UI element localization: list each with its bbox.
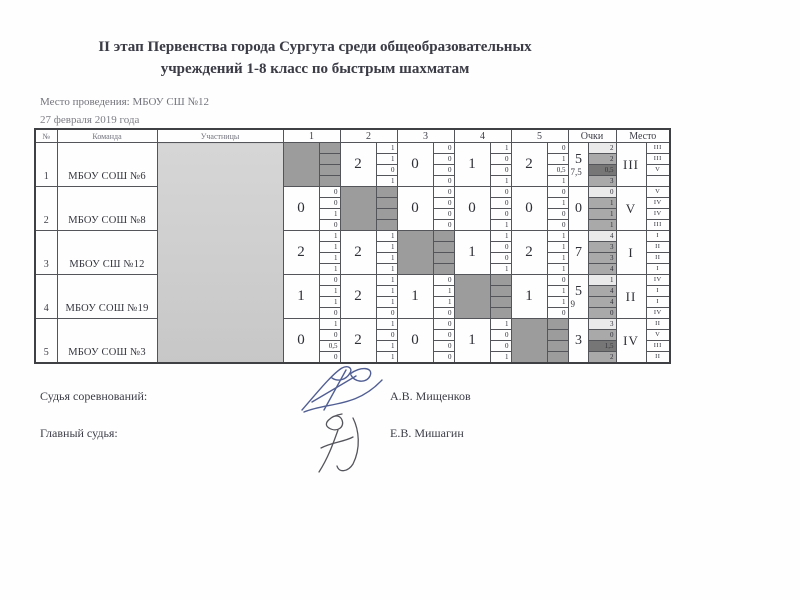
diagonal-board-cell bbox=[490, 308, 511, 319]
board-result: 0 bbox=[490, 330, 511, 341]
header-num: № bbox=[35, 129, 57, 143]
title-line-2: учреждений 1-8 класс по быстрым шахматам bbox=[160, 61, 470, 77]
board-result: 1 bbox=[433, 297, 454, 308]
board-place: V bbox=[646, 187, 670, 198]
board-result: 0 bbox=[376, 165, 397, 176]
round-match-score: 1 bbox=[397, 275, 433, 319]
points-game-total: 7,5 bbox=[570, 167, 582, 177]
points-match-total: 7 bbox=[575, 245, 582, 260]
board-result: 0 bbox=[433, 330, 454, 341]
diagonal-board-cell bbox=[376, 220, 397, 231]
board-place: III bbox=[646, 143, 670, 154]
board-result: 0 bbox=[490, 242, 511, 253]
board-result: 1 bbox=[547, 253, 568, 264]
document-title bbox=[40, 36, 590, 80]
board-place: I bbox=[646, 286, 670, 297]
board-result: 1 bbox=[319, 231, 340, 242]
header-points: Очки bbox=[568, 129, 616, 143]
board-result: 1 bbox=[490, 143, 511, 154]
board-result: 0 bbox=[433, 209, 454, 220]
board-result: 1 bbox=[376, 286, 397, 297]
board-result: 1 bbox=[376, 297, 397, 308]
chief-judge-name: Е.В. Мишагин bbox=[390, 426, 464, 440]
date-line: 27 февраля 2019 года bbox=[40, 114, 140, 126]
board-result: 0 bbox=[547, 220, 568, 231]
round-match-score: 1 bbox=[283, 275, 319, 319]
diagonal-cell bbox=[397, 231, 433, 275]
points-board-total: 1,5 bbox=[588, 341, 616, 352]
board-result: 1 bbox=[490, 231, 511, 242]
board-result: 1 bbox=[319, 242, 340, 253]
diagonal-board-cell bbox=[547, 319, 568, 330]
board-result: 1 bbox=[490, 352, 511, 364]
points-match-total: 5 bbox=[575, 152, 582, 167]
board-result: 0,5 bbox=[319, 341, 340, 352]
board-result: 1 bbox=[376, 143, 397, 154]
points-match-total: 3 bbox=[575, 333, 582, 348]
team-place: III bbox=[616, 143, 646, 187]
board-result: 1 bbox=[490, 176, 511, 187]
diagonal-board-cell bbox=[433, 253, 454, 264]
team-row-2-board-1 bbox=[35, 187, 670, 198]
team-name: МБОУ СОШ №19 bbox=[57, 275, 157, 319]
board-result: 1 bbox=[376, 341, 397, 352]
board-result: 0 bbox=[433, 341, 454, 352]
points-board-total: 0 bbox=[588, 308, 616, 319]
team-place: I bbox=[616, 231, 646, 275]
board-result: 1 bbox=[547, 176, 568, 187]
board-result: 0 bbox=[319, 187, 340, 198]
board-result: 0 bbox=[433, 187, 454, 198]
header-row bbox=[35, 129, 670, 143]
board-result: 1 bbox=[376, 352, 397, 364]
points-board-total: 4 bbox=[588, 264, 616, 275]
title-line-1: II этап Первенства города Сургута среди общеобразовательных bbox=[98, 39, 532, 55]
diagonal-board-cell bbox=[319, 154, 340, 165]
board-result: 0 bbox=[490, 253, 511, 264]
board-result: 0 bbox=[433, 220, 454, 231]
round-match-score: 2 bbox=[340, 319, 376, 364]
players-redacted-block bbox=[157, 143, 283, 364]
board-result: 0 bbox=[433, 143, 454, 154]
diagonal-board-cell bbox=[319, 143, 340, 154]
diagonal-board-cell bbox=[433, 231, 454, 242]
round-match-score: 0 bbox=[397, 143, 433, 187]
round-match-score: 0 bbox=[283, 187, 319, 231]
header-round-5: 5 bbox=[511, 129, 568, 143]
diagonal-board-cell bbox=[547, 341, 568, 352]
board-result: 1 bbox=[547, 297, 568, 308]
round-match-score: 0 bbox=[397, 187, 433, 231]
board-result: 1 bbox=[376, 319, 397, 330]
diagonal-cell bbox=[511, 319, 547, 364]
board-result: 1 bbox=[547, 286, 568, 297]
points-board-total: 2 bbox=[588, 352, 616, 364]
board-result: 1 bbox=[376, 231, 397, 242]
points-board-total: 4 bbox=[588, 297, 616, 308]
points-board-total: 3 bbox=[588, 242, 616, 253]
diagonal-board-cell bbox=[547, 330, 568, 341]
board-result: 1 bbox=[319, 253, 340, 264]
points-match-total: 5 bbox=[575, 284, 582, 299]
board-result: 1 bbox=[547, 231, 568, 242]
diagonal-board-cell bbox=[490, 297, 511, 308]
board-result: 1 bbox=[376, 154, 397, 165]
board-place: V bbox=[646, 330, 670, 341]
team-number: 3 bbox=[35, 231, 57, 275]
board-place: III bbox=[646, 220, 670, 231]
points-board-total: 0 bbox=[588, 330, 616, 341]
header-team: Команда bbox=[57, 129, 157, 143]
board-result: 0 bbox=[319, 352, 340, 364]
board-place: IV bbox=[646, 209, 670, 220]
team-number: 1 bbox=[35, 143, 57, 187]
board-place bbox=[646, 176, 670, 187]
points-board-total: 4 bbox=[588, 231, 616, 242]
results-table bbox=[34, 128, 671, 364]
chief-judge-label: Главный судья: bbox=[40, 426, 118, 440]
diagonal-cell bbox=[454, 275, 490, 319]
board-result: 1 bbox=[376, 275, 397, 286]
points-board-total: 0,5 bbox=[588, 165, 616, 176]
board-result: 0 bbox=[547, 275, 568, 286]
board-result: 1 bbox=[490, 220, 511, 231]
board-result: 0 bbox=[433, 154, 454, 165]
team-name: МБОУ СОШ №6 bbox=[57, 143, 157, 187]
team-number: 2 bbox=[35, 187, 57, 231]
board-result: 1 bbox=[547, 154, 568, 165]
diagonal-board-cell bbox=[376, 198, 397, 209]
diagonal-board-cell bbox=[490, 275, 511, 286]
round-match-score: 1 bbox=[454, 231, 490, 275]
board-result: 1 bbox=[547, 242, 568, 253]
team-name: МБОУ СШ №12 bbox=[57, 231, 157, 275]
points-total-cell bbox=[568, 319, 588, 364]
board-result: 1 bbox=[490, 319, 511, 330]
diagonal-board-cell bbox=[547, 352, 568, 364]
round-match-score: 2 bbox=[283, 231, 319, 275]
board-result: 0 bbox=[490, 187, 511, 198]
board-place: IV bbox=[646, 308, 670, 319]
round-match-score: 0 bbox=[397, 319, 433, 364]
board-place: II bbox=[646, 319, 670, 330]
board-result: 1 bbox=[547, 198, 568, 209]
referee-label: Судья соревнований: bbox=[40, 389, 148, 403]
points-board-total: 3 bbox=[588, 176, 616, 187]
board-place: II bbox=[646, 253, 670, 264]
team-row-3-board-1 bbox=[35, 231, 670, 242]
round-match-score: 0 bbox=[454, 187, 490, 231]
team-place: IV bbox=[616, 319, 646, 364]
board-place: II bbox=[646, 352, 670, 364]
points-board-total: 2 bbox=[588, 154, 616, 165]
team-row-5-board-1 bbox=[35, 319, 670, 330]
board-result: 0 bbox=[376, 330, 397, 341]
board-place: I bbox=[646, 264, 670, 275]
board-result: 0 bbox=[490, 198, 511, 209]
round-match-score: 1 bbox=[454, 319, 490, 364]
team-row-4-board-1 bbox=[35, 275, 670, 286]
board-result: 0 bbox=[433, 319, 454, 330]
board-result: 0 bbox=[490, 154, 511, 165]
points-board-total: 1 bbox=[588, 275, 616, 286]
board-result: 1 bbox=[319, 286, 340, 297]
team-number: 5 bbox=[35, 319, 57, 364]
team-place: II bbox=[616, 275, 646, 319]
points-board-total: 1 bbox=[588, 209, 616, 220]
points-board-total: 1 bbox=[588, 220, 616, 231]
points-board-total: 3 bbox=[588, 253, 616, 264]
board-result: 0 bbox=[547, 187, 568, 198]
header-players: Участницы bbox=[157, 129, 283, 143]
round-match-score: 0 bbox=[511, 187, 547, 231]
board-result: 1 bbox=[490, 264, 511, 275]
venue-line: Место проведения: МБОУ СШ №12 bbox=[40, 96, 210, 108]
board-result: 0 bbox=[547, 308, 568, 319]
board-result: 0,5 bbox=[547, 165, 568, 176]
board-result: 0 bbox=[490, 165, 511, 176]
board-result: 0 bbox=[433, 352, 454, 364]
diagonal-board-cell bbox=[490, 286, 511, 297]
round-match-score: 2 bbox=[511, 143, 547, 187]
board-result: 0 bbox=[433, 275, 454, 286]
points-board-total: 4 bbox=[588, 286, 616, 297]
board-result: 0 bbox=[319, 275, 340, 286]
board-result: 0 bbox=[547, 143, 568, 154]
team-number: 4 bbox=[35, 275, 57, 319]
diagonal-board-cell bbox=[433, 264, 454, 275]
points-game-total: 9 bbox=[570, 299, 575, 309]
board-result: 0 bbox=[433, 308, 454, 319]
board-result: 0 bbox=[319, 198, 340, 209]
round-match-score: 0 bbox=[283, 319, 319, 364]
board-result: 1 bbox=[319, 264, 340, 275]
round-match-score: 2 bbox=[511, 231, 547, 275]
board-result: 0 bbox=[547, 209, 568, 220]
board-result: 1 bbox=[376, 253, 397, 264]
team-row-1-board-1 bbox=[35, 143, 670, 154]
board-result: 1 bbox=[433, 286, 454, 297]
board-place: V bbox=[646, 165, 670, 176]
diagonal-board-cell bbox=[376, 209, 397, 220]
header-place: Место bbox=[616, 129, 670, 143]
board-result: 1 bbox=[376, 242, 397, 253]
header-round-4: 4 bbox=[454, 129, 511, 143]
board-result: 1 bbox=[547, 264, 568, 275]
board-result: 1 bbox=[376, 176, 397, 187]
board-result: 1 bbox=[319, 297, 340, 308]
chief-judge-signature bbox=[308, 408, 374, 478]
board-result: 0 bbox=[376, 308, 397, 319]
team-name: МБОУ СОШ №3 bbox=[57, 319, 157, 364]
board-result: 1 bbox=[319, 209, 340, 220]
board-place: II bbox=[646, 242, 670, 253]
diagonal-board-cell bbox=[319, 165, 340, 176]
board-place: I bbox=[646, 297, 670, 308]
board-place: III bbox=[646, 154, 670, 165]
board-result: 1 bbox=[376, 264, 397, 275]
header-round-2: 2 bbox=[340, 129, 397, 143]
board-place: I bbox=[646, 231, 670, 242]
round-match-score: 1 bbox=[454, 143, 490, 187]
diagonal-board-cell bbox=[319, 176, 340, 187]
board-place: IV bbox=[646, 198, 670, 209]
points-total-cell bbox=[568, 187, 588, 231]
board-result: 1 bbox=[319, 319, 340, 330]
board-result: 0 bbox=[490, 209, 511, 220]
team-name: МБОУ СОШ №8 bbox=[57, 187, 157, 231]
header-round-1: 1 bbox=[283, 129, 340, 143]
board-result: 0 bbox=[433, 176, 454, 187]
board-result: 0 bbox=[490, 341, 511, 352]
points-board-total: 2 bbox=[588, 143, 616, 154]
board-result: 0 bbox=[319, 220, 340, 231]
header-round-3: 3 bbox=[397, 129, 454, 143]
board-place: III bbox=[646, 341, 670, 352]
diagonal-board-cell bbox=[433, 242, 454, 253]
round-match-score: 2 bbox=[340, 275, 376, 319]
points-board-total: 3 bbox=[588, 319, 616, 330]
round-match-score: 1 bbox=[511, 275, 547, 319]
points-match-total: 0 bbox=[575, 201, 582, 216]
referee-name: А.В. Мищенков bbox=[390, 389, 471, 403]
round-match-score: 2 bbox=[340, 143, 376, 187]
diagonal-cell bbox=[283, 143, 319, 187]
diagonal-board-cell bbox=[376, 187, 397, 198]
points-board-total: 1 bbox=[588, 198, 616, 209]
points-total-cell bbox=[568, 275, 588, 319]
diagonal-cell bbox=[340, 187, 376, 231]
round-match-score: 2 bbox=[340, 231, 376, 275]
board-result: 0 bbox=[433, 198, 454, 209]
board-place: IV bbox=[646, 275, 670, 286]
points-total-cell bbox=[568, 143, 588, 187]
board-result: 0 bbox=[319, 330, 340, 341]
points-board-total: 0 bbox=[588, 187, 616, 198]
points-total-cell bbox=[568, 231, 588, 275]
board-result: 0 bbox=[319, 308, 340, 319]
board-result: 0 bbox=[433, 165, 454, 176]
team-place: V bbox=[616, 187, 646, 231]
